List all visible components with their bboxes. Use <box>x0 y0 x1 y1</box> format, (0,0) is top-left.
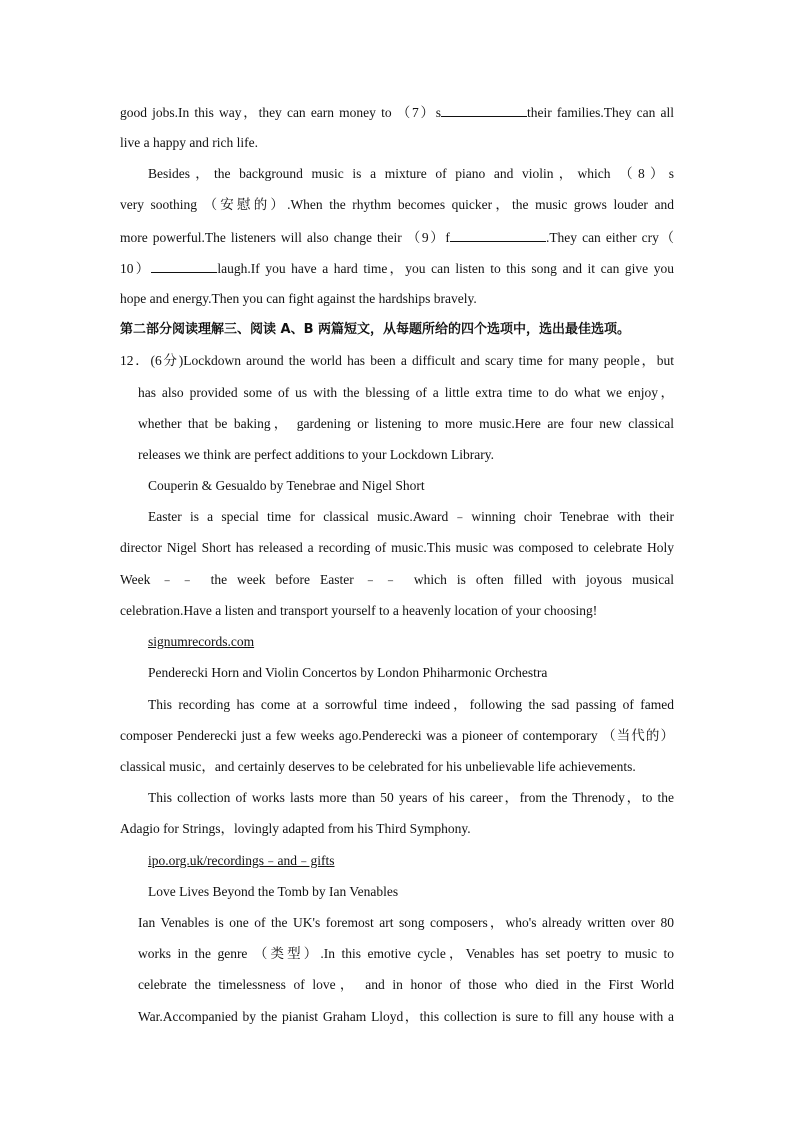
item1-title: Couperin & Gesualdo by Tenebrae and Nigel Short <box>148 478 425 493</box>
item1-line1: Easter is a special time for classical music.Award﹣winning choir Tenebrae with their <box>148 509 674 524</box>
question12-line2: has also provided some of us with the blessing of a little extra time to do what we enjoy， <box>138 385 674 400</box>
paragraph2-line4 <box>120 258 674 279</box>
question12-line3: whether that be baking， gardening or listening to more music.Here are four new classical <box>138 416 674 431</box>
text-segment: laugh.If you have a hard time，you can listen to this song and it can give you <box>217 261 674 276</box>
text-segment: good jobs.In this way，they can earn money to （7）s <box>120 105 442 120</box>
text-segment: their families.They can all <box>527 105 674 120</box>
section-heading: 第二部分阅读理解三、阅读 A、B 两篇短文，从每题所给的四个选项中，选出最佳选项。 <box>120 322 631 337</box>
item3-line2: works in the genre （类型）.In this emotive cycle，Venables has set poetry to music to <box>138 946 674 961</box>
text-segment: 10） <box>120 261 152 276</box>
text-segment: .They can either cry（ <box>545 230 674 245</box>
item1-line2: director Nigel Short has released a recording of music.This music was composed to celebrate Holy <box>120 540 674 555</box>
paragraph2-line3 <box>120 227 674 248</box>
paragraph2-line1: Besides，the background music is a mixture of piano and violin，which （8）s <box>148 166 674 181</box>
paragraph2-line5: hope and energy.Then you can fight against the hardships bravely. <box>120 291 477 306</box>
question12-line4: releases we think are perfect additions to your Lockdown Library. <box>138 447 494 462</box>
answer-blank-7[interactable] <box>441 102 527 117</box>
item3-line3: celebrate the timelessness of love， and in honor of those who died in the First World <box>138 977 674 992</box>
paragraph1-line1 <box>120 102 674 123</box>
question12-line1: 12．(6分)Lockdown around the world has been a difficult and scary time for many people，but <box>120 353 674 368</box>
item2-title: Penderecki Horn and Violin Concertos by London Phiharmonic Orchestra <box>148 665 548 680</box>
item2-line4: This collection of works lasts more than 50 years of his career，from the Threnody，to the <box>148 790 674 805</box>
item2-url-link[interactable]: ipo.org.uk/recordings﹣and﹣gifts <box>148 853 335 868</box>
paragraph1-line2: live a happy and rich life. <box>120 135 258 150</box>
item1-line3: Week ﹣﹣ the week before Easter ﹣﹣ which is often filled with joyous musical <box>120 572 674 587</box>
item1-url-link[interactable]: signumrecords.com <box>148 634 255 649</box>
item3-title: Love Lives Beyond the Tomb by Ian Venables <box>148 884 399 899</box>
answer-blank-9[interactable] <box>450 227 546 242</box>
item1-line4: celebration.Have a listen and transport yourself to a heavenly location of your choosing! <box>120 603 598 618</box>
item2-line1: This recording has come at a sorrowful time indeed，following the sad passing of famed <box>148 697 674 712</box>
answer-blank-10[interactable] <box>151 258 217 273</box>
text-segment: more powerful.The listeners will also change their （9）f <box>120 230 450 245</box>
item2-line2: composer Penderecki just a few weeks ago.Penderecki was a pioneer of contemporary （当代的） <box>120 728 674 743</box>
item2-line3: classical music，and certainly deserves to be celebrated for his unbelievable life achievements. <box>120 759 636 774</box>
paragraph2-line2: very soothing （安慰的）.When the rhythm becomes quicker，the music grows louder and <box>120 197 674 212</box>
item3-line1: Ian Venables is one of the UK's foremost art song composers，who's already written over 80 <box>138 915 674 930</box>
item2-line5: Adagio for Strings，lovingly adapted from his Third Symphony. <box>120 821 471 836</box>
item3-line4: War.Accompanied by the pianist Graham Lloyd，this collection is sure to fill any house with a <box>138 1009 674 1024</box>
